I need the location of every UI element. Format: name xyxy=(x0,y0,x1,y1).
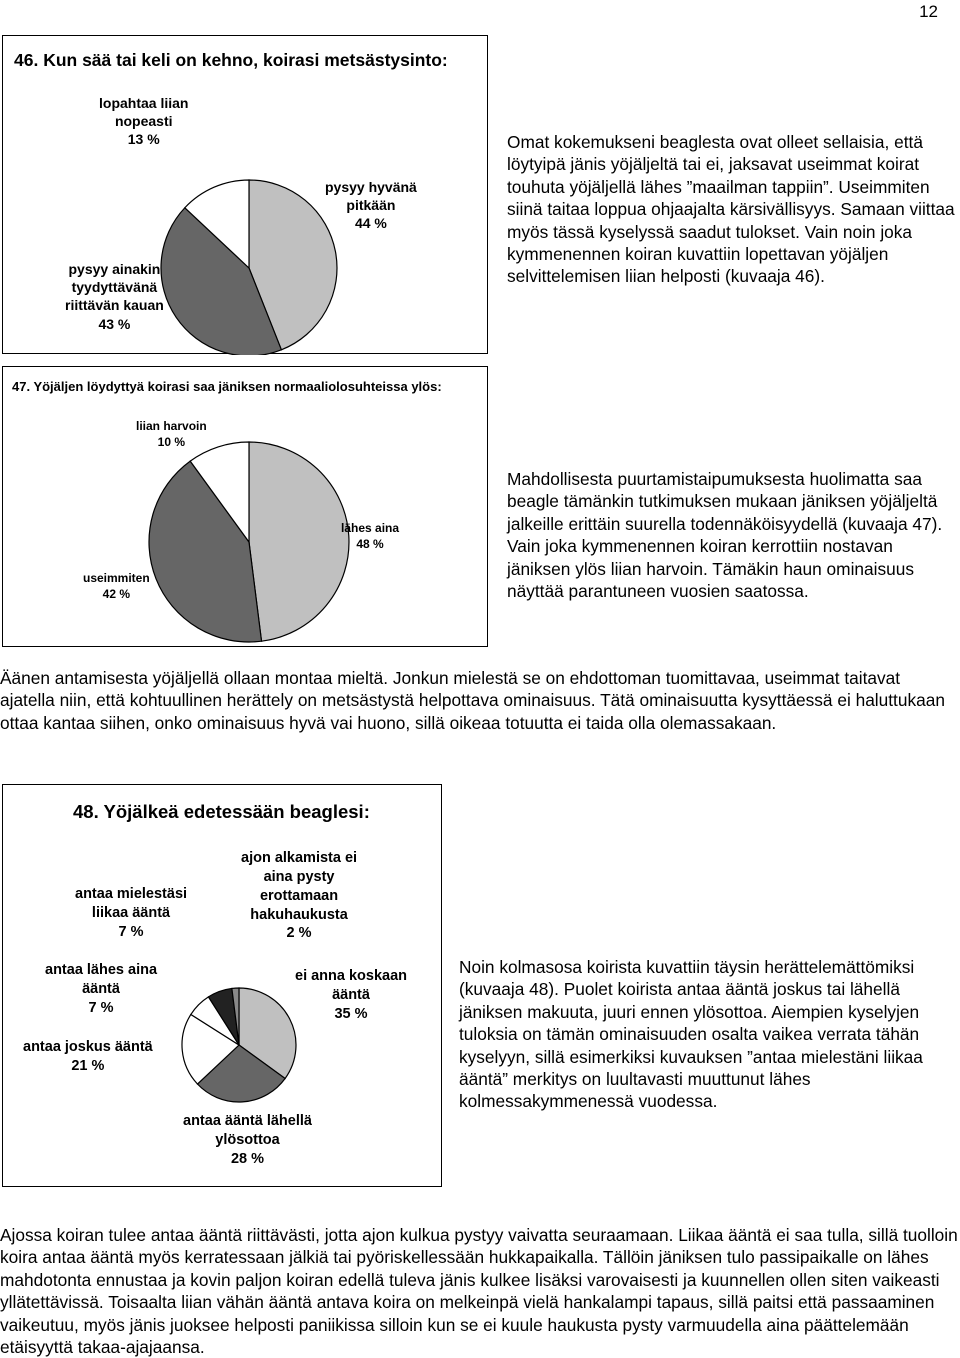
figure-47-title: 47. Yöjäljen löydyttyä koirasi saa jäniksen normaaliolosuhteissa ylös: xyxy=(12,379,442,394)
label-lahella: antaa ääntä lähellä ylösottoa 28 % xyxy=(183,1113,312,1167)
figure-47 xyxy=(2,366,488,647)
text-side-47: Mahdollisesta puurtamistaipumuksesta huolimatta saa beagle tämänkin tutkimuksen mukaan jäniksen yöjäljeltä jalkeille erittäin suurella todennäköisyydellä (kuvaaja 47). Vain joka kymmenennen koiran kerrottiin nostavan jäniksen ylös liian harvoin. Tämäkin haun ominaisuus näyttää parantuneen vuosien saatossa. xyxy=(507,469,943,602)
label-ajon-alkamista: ajon alkamista ei aina pysty erottamaan hakuhaukusta 2 % xyxy=(241,850,358,942)
label-lahes-aina: lähes aina 48 % xyxy=(341,521,400,551)
figure-46-title: 46. Kun sää tai keli on kehno, koirasi metsästysinto: xyxy=(14,50,448,70)
label-lopahtaa: lopahtaa liian nopeasti 13 % xyxy=(99,95,189,148)
paragraph-bottom: Ajossa koiran tulee antaa ääntä riittävästi, jotta ajon kulkua pystyy vaivatta seuraamaan. Liikaa ääntä ei saa tulla, sillä tuolloin koira antaa ääntä myös kerratessaan jälkiä tai pyöriskellessään hukkapaikalla. Tällöin jäniksen tulo passipaikalle on lähes mahdotonta ennustaa ja kovin paljon koiran edellä tuleva jänis kulkee lisäksi varovaisesti ja kuunnellen ollen siten vaikeasti yllätettävissä. Toisaalta liian vähän ääntä antava koira on melkeinpä vielä hankalampi tapaus, sillä paitsi että passaaminen vaikeutuu, myös jänis juoksee helposti paniikissa silloin kun se ei kuule haukusta pysty varmuudella aina päättelemään etäisyyttä takaa-ajajaansa. xyxy=(0,1225,958,1358)
label-useimmiten: useimmiten 42 % xyxy=(83,571,150,601)
paragraph-middle: Äänen antamisesta yöjäljellä ollaan montaa mieltä. Jonkun mielestä se on ehdottoman tuomittavaa, useimmat taitavat ajatella niin, että kohtuullinen herättely on metsästystä helpottava ominaisuus. Tätä ominaisuutta kysyttäessä ei haluttukaan ottaa kantaa siihen, onko ominaisuus hyvä vai huono, sillä oikeaa totuutta ei taida olla olemassakaan. xyxy=(0,668,945,733)
figure-46 xyxy=(2,35,488,354)
figure-48-title: 48. Yöjälkeä edetessään beaglesi: xyxy=(73,801,370,822)
text-side-48: Noin kolmasosa koirista kuvattiin täysin herättelemättömiksi (kuvaaja 48). Puolet koirista antaa ääntä joskus tai lähellä jäniksen makuuta, juuri ennen ylösottoa. Aiempien kyselyjen tuloksia on tämän ominaisuuden osalta vaikea verrata tähän kyselyyn, sillä esimerkiksi kuvauksen ”antaa mielestäni liikaa ääntä” merkitys on luultavasti muuttunut lähes kolmessakymmenessä vuodessa. xyxy=(459,957,923,1112)
page-number: 12 xyxy=(919,2,938,21)
label-mielestasi: antaa mielestäsi liikaa ääntä 7 % xyxy=(75,886,188,940)
label-pysyy-ainakin: pysyy ainakin tyydyttävänä riittävän kauan 43 % xyxy=(65,261,164,332)
label-ei-koskaan: ei anna koskaan ääntä 35 % xyxy=(295,968,408,1022)
text-side-46: Omat kokemukseni beaglesta ovat olleet sellaisia, että löytyipä jänis yöjäljeltä tai ei, jaksavat useimmat koirat touhuta yöjäljellä lähes ”maailman tappiin”. Useimmiten siinä taitaa loppua ohjaajalta kärsivällisyys. Samaan viittaa myös tässä kyselyssä saadut tulokset. Vain noin joka kymmenennen koiran kuvattiin lopettavan yöjäljen selvittelemisen liian helposti (kuvaaja 46). xyxy=(507,132,955,287)
pie47-slice-0 xyxy=(249,442,349,641)
label-liian-harvoin: liian harvoin 10 % xyxy=(136,419,207,449)
pie-chart-47 xyxy=(3,367,489,648)
figure-48 xyxy=(2,784,442,1187)
label-joskus: antaa joskus ääntä 21 % xyxy=(23,1039,153,1074)
label-pysyy-hyvana: pysyy hyvänä pitkään 44 % xyxy=(325,179,417,232)
label-lahes-aina-aanta: antaa lähes aina ääntä 7 % xyxy=(45,962,158,1016)
